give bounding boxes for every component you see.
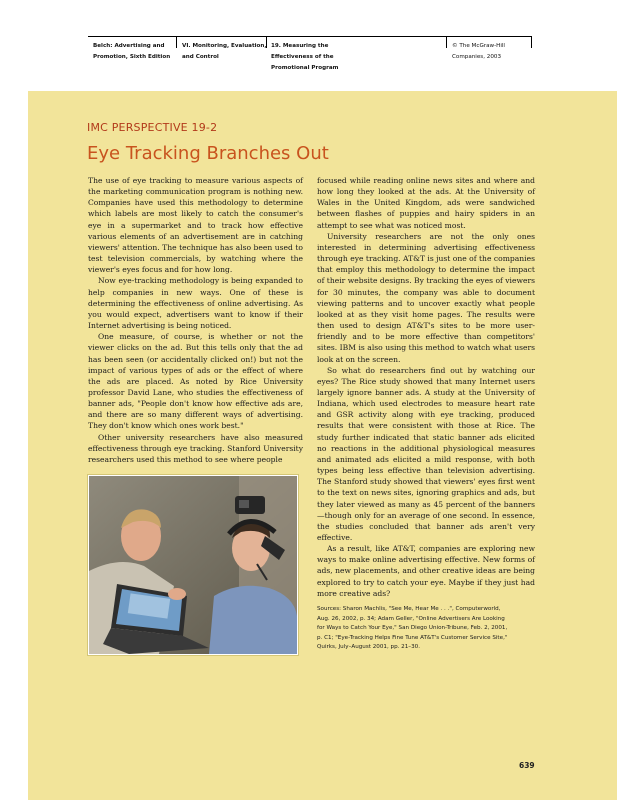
source-line: Sources: Sharon Machlis, "See Me, Hear Me . . .", Computerworld, xyxy=(317,606,501,612)
header-divider xyxy=(446,36,447,48)
paragraph: The use of eye tracking to measure various aspects of the marketing communication program is nothing new. Companies have used this methodology to determine which labels are most likely to catch the consumer's eye in a supermarket and to track how effective various elements of an advertisement are in catching viewers' attention. The technique has also been used to test television commercials, by watching where the viewer's eyes focus and for how long. xyxy=(88,176,303,275)
header-chapter: 19. Measuring the Effectiveness of the Promotional Program xyxy=(271,43,339,71)
left-column xyxy=(88,175,303,465)
source-line: Aug. 26, 2002, p. 34; Adam Geller, "Online Advertisers Are Looking xyxy=(317,615,505,622)
source-line: for Ways to Catch Your Eye," San Diego Union-Tribune, Feb. 2, 2001, xyxy=(317,625,508,631)
page-number: 639 xyxy=(519,761,535,770)
sources-note xyxy=(317,605,535,653)
paragraph: University researchers are not the only ones interested in determining advertising effectiveness through eye tracking. AT&T is just one of the companies that employ this methodology to determine the impact of their website designs. By tracking the eyes of viewers for 30 minutes, the company was able to document viewing patterns and to uncover exactly what people looked at as they visit home pages. The results were then used to design AT&T's sites to be more user-friendly and to be more effective than competitors' sites. IBM is also using this method to watch what users look at on the screen. xyxy=(317,231,535,364)
paragraph: So what do researchers find out by watching our eyes? The Rice study showed that many Internet users largely ignore banner ads. A study at the University of Indiana, which used electrodes to measure heart rate and GSR activity along with eye tracking, produced results that were consistent with those at Rice. The study further indicated that static banner ads elicited no reactions in the additional physiological measures and animated ads elicited a mild response, with both types being less effective than television advertising. The Stanford study showed that viewers' eyes first went to the text on news sites, ignoring graphics and ads, but they later viewed as many as 45 percent of the banners—though only for an average of one second. In essence, the studies concluded that banner ads aren't very effective. xyxy=(317,365,535,542)
header-part: VI. Monitoring, Evaluation, and Control xyxy=(182,43,267,60)
header-copyright: © The McGraw-Hill Companies, 2003 xyxy=(452,43,505,60)
header-book: Belch: Advertising and Promotion, Sixth Edition xyxy=(93,43,171,60)
paragraph: One measure, of course, is whether or not the viewer clicks on the ad. But this tells only that the ad has been seen (or accidentally clicked on!) but not the impact of various types of ads or the effect of where the ads are placed. As noted by Rice University professor David Lane, who studies the effectiveness of banner ads, "People don't know how effective ads are, and there are so many different ways of advertising. They don't know which ones work best." xyxy=(88,332,303,431)
perspective-title: Eye Tracking Branches Out xyxy=(87,143,329,164)
paragraph: Other university researchers have also measured effectiveness through eye tracking. Stanford University researchers used this method to see where people xyxy=(88,432,303,464)
header-rule xyxy=(88,36,532,37)
header-divider xyxy=(176,36,177,48)
paragraph: Now eye-tracking methodology is being expanded to help companies in new ways. One of these is determining the effectiveness of online advertising. As you would expect, advertisers want to know if their Internet advertising is being noticed. xyxy=(88,276,303,331)
source-line: p. C1; "Eye-Tracking Helps Fine Tune AT&T's Customer Service Site," xyxy=(317,634,508,641)
paragraph: As a result, like AT&T, companies are exploring new ways to make online advertising effective. New forms of ads, new placements, and other creative ideas are being explored to try to catch your eye. Maybe if they just had more creative ads? xyxy=(317,544,535,598)
eye-tracking-photo xyxy=(88,475,298,655)
right-column xyxy=(317,175,535,599)
perspective-kicker: IMC PERSPECTIVE 19-2 xyxy=(87,121,218,134)
source-line: Quirks, July–August 2001, pp. 21–30. xyxy=(317,644,420,650)
paragraph: focused while reading online news sites and where and how long they looked at the ads. At the University of Wales in the United Kingdom, ads were sandwiched between flashes of puppies and hairy spiders in an attempt to see what was noticed most. xyxy=(317,176,535,230)
header-divider xyxy=(531,36,532,48)
